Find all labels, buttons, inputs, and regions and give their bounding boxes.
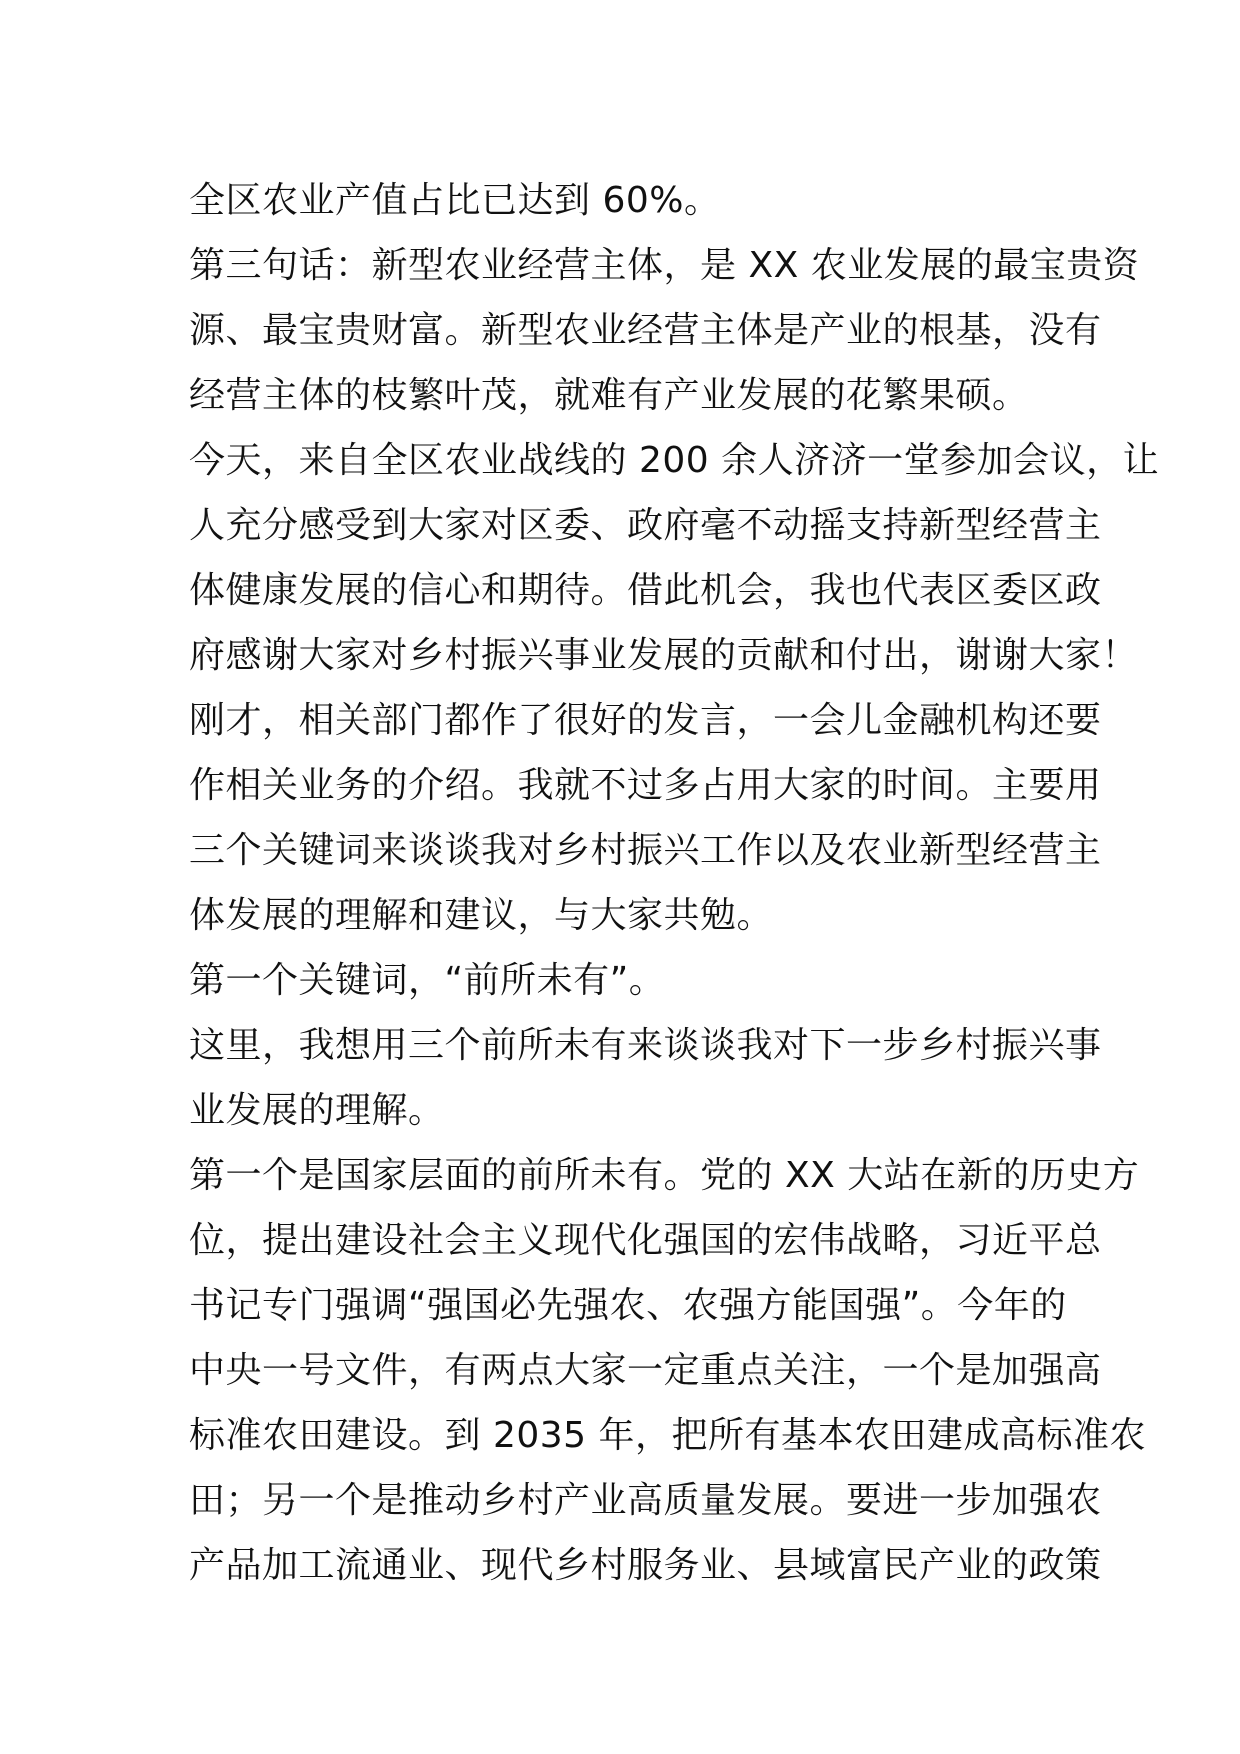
text-line: 第一个关键词，“前所未有”。 (189, 960, 666, 1001)
text-line: 经营主体的枝繁叶茂，就难有产业发展的花繁果硕。 (189, 375, 1029, 416)
text-line: 刚才，相关部门都作了很好的发言，一会儿金融机构还要 (189, 700, 1102, 741)
text-line: 产品加工流通业、现代乡村服务业、县域富民产业的政策 (189, 1545, 1102, 1586)
text-line: 三个关键词来谈谈我对乡村振兴工作以及农业新型经营主 (189, 830, 1102, 871)
text-line: 标准农田建设。到 2035 年，把所有基本农田建成高标准农 (189, 1415, 1147, 1456)
text-line: 业发展的理解。 (189, 1090, 445, 1131)
text-line: 第一个是国家层面的前所未有。党的 XX 大站在新的历史方 (189, 1155, 1140, 1196)
text-line: 这里，我想用三个前所未有来谈谈我对下一步乡村振兴事 (189, 1025, 1102, 1066)
text-line: 人充分感受到大家对区委、政府毫不动摇支持新型经营主 (189, 505, 1102, 546)
text-line: 中央一号文件，有两点大家一定重点关注，一个是加强高 (189, 1350, 1102, 1391)
text-line: 体发展的理解和建议，与大家共勉。 (189, 895, 774, 936)
text-line: 位，提出建设社会主义现代化强国的宏伟战略，习近平总 (189, 1220, 1102, 1261)
text-line: 田；另一个是推动乡村产业高质量发展。要进一步加强农 (189, 1480, 1102, 1521)
text-line: 源、最宝贵财富。新型农业经营主体是产业的根基，没有 (189, 310, 1102, 351)
text-line: 书记专门强调“强国必先强农、农强方能国强”。今年的 (189, 1285, 1067, 1326)
body-text (189, 168, 1160, 1598)
text-line: 第三句话：新型农业经营主体，是 XX 农业发展的最宝贵资 (189, 245, 1140, 286)
text-line: 作相关业务的介绍。我就不过多占用大家的时间。主要用 (189, 765, 1102, 806)
text-line: 全区农业产值占比已达到 60%。 (189, 180, 721, 221)
text-line: 今天，来自全区农业战线的 200 余人济济一堂参加会议，让 (189, 440, 1160, 481)
text-line: 府感谢大家对乡村振兴事业发展的贡献和付出，谢谢大家！ (189, 635, 1139, 676)
text-line: 体健康发展的信心和期待。借此机会，我也代表区委区政 (189, 570, 1102, 611)
